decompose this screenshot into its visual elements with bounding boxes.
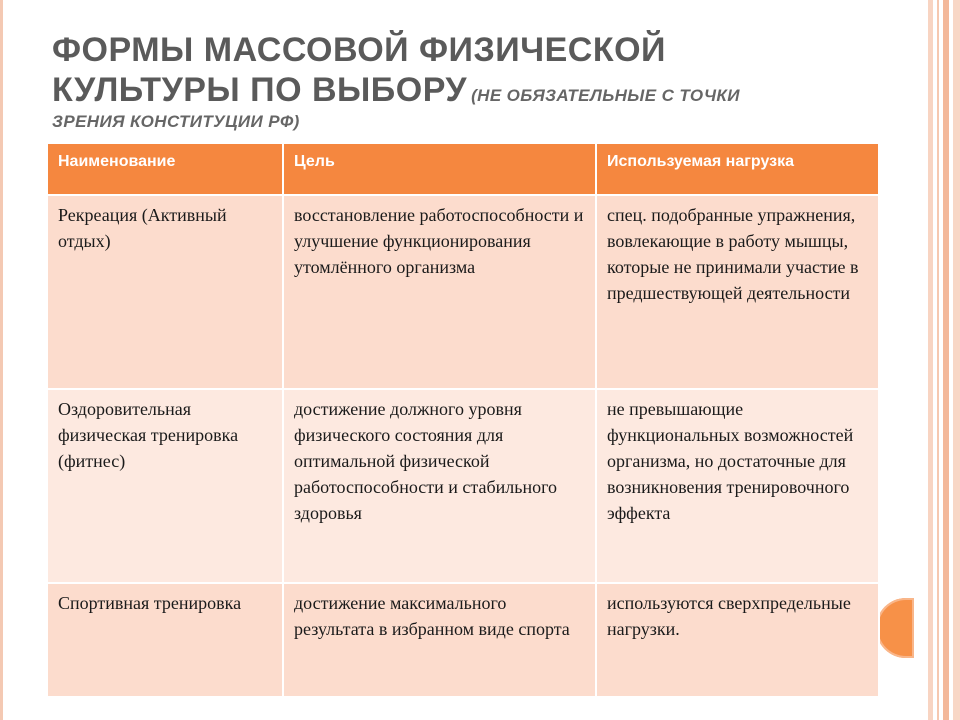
cell-load: не превышающие функциональных возможностей организма, но достаточные для возникновения тренировочного эффекта [596,389,879,583]
forms-table [46,142,880,698]
title-line-1: ФОРМЫ МАССОВОЙ ФИЗИЧЕСКОЙ [52,31,666,69]
decorative-stripes [924,0,960,720]
title-subtitle-part-1: (НЕ ОБЯЗАТЕЛЬНЫЕ С ТОЧКИ [471,86,740,105]
cell-goal: достижение максимального результата в избранном виде спорта [283,583,596,697]
header-name: Наименование [47,143,283,195]
header-goal: Цель [283,143,596,195]
slide-title [52,30,872,133]
table-header-row [47,143,879,195]
title-line-2: КУЛЬТУРЫ ПО ВЫБОРУ [52,71,468,109]
cell-load: спец. подобранные упражнения, вовлекающие в работу мышцы, которые не принимали участие в предшествующей деятельности [596,195,879,389]
cell-goal: восстановление работоспособности и улучшение функционирования утомлённого организма [283,195,596,389]
cell-name: Спортивная тренировка [47,583,283,697]
cell-name: Рекреация (Активный отдых) [47,195,283,389]
cell-load: используются сверхпредельные нагрузки. [596,583,879,697]
cell-name: Оздоровительная физическая тренировка (фитнес) [47,389,283,583]
table-row [47,389,879,583]
header-load: Используемая нагрузка [596,143,879,195]
cell-goal: достижение должного уровня физического состояния для оптимальной физической работоспособности и стабильного здоровья [283,389,596,583]
table-row [47,583,879,697]
table-row [47,195,879,389]
title-subtitle-part-2: ЗРЕНИЯ КОНСТИТУЦИИ РФ) [52,112,300,131]
